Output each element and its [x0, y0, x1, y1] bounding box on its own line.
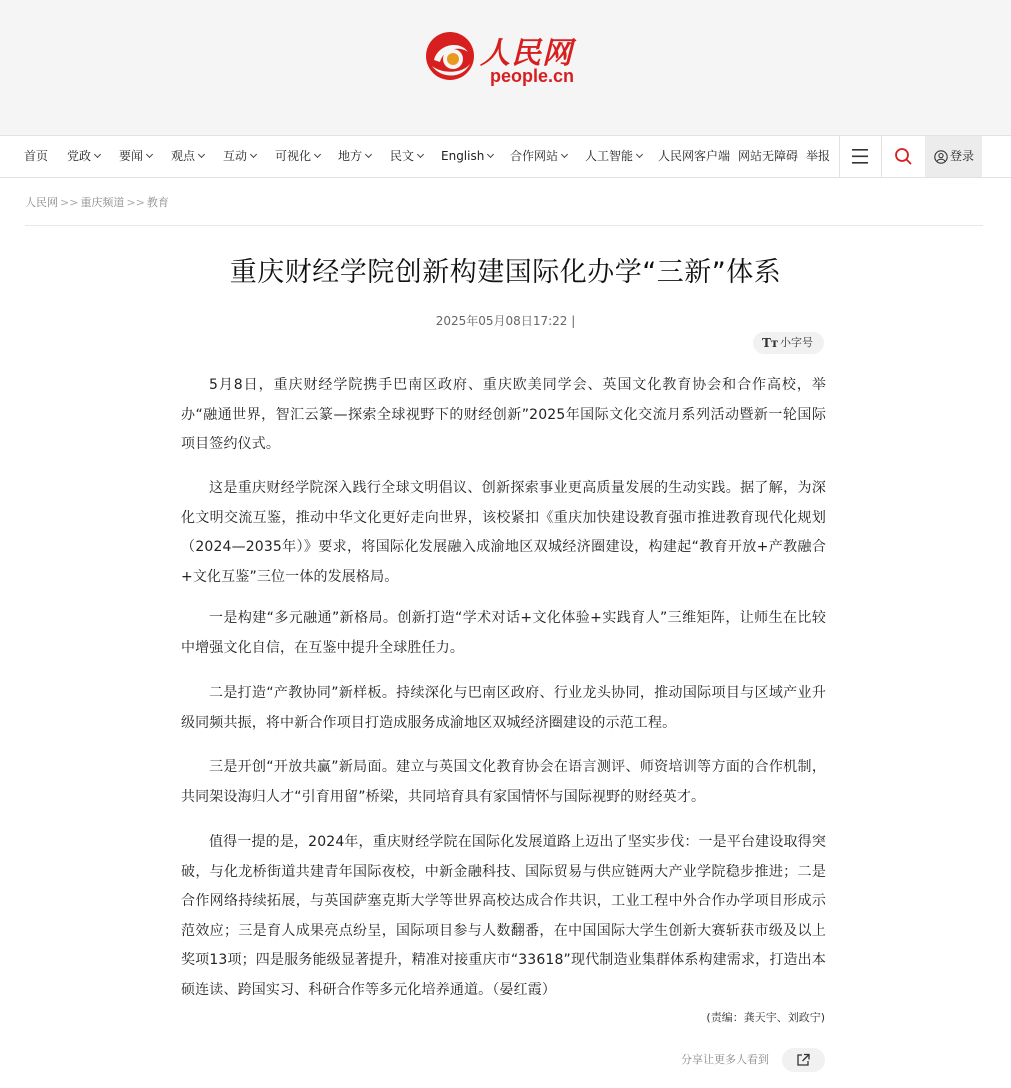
nav-divider: [881, 136, 882, 177]
article-paragraph: 5月8日，重庆财经学院携手巴南区政府、重庆欧美同学会、英国文化教育协会和合作高校，举办“融通世界，智汇云篆—探索全球视野下的财经创新”2025年国际文化交流月系列活动暨新一轮国际项目签约仪式。: [181, 377, 826, 452]
article-title: 重庆财经学院创新构建国际化办学“三新”体系: [229, 257, 782, 288]
article-paragraph: 这是重庆财经学院深入践行全球文明倡议、创新探索事业更高质量发展的生动实践。据了解，为深化文明交流互鉴，推动中华文化更好走向世界，该校紧扣《重庆加快建设教育强市推进教育现代化规划（2024—2035年）》要求，将国际化发展融入成渝地区双城经济圈建设，构建起“教育开放+产教融合+文化互鉴”三位一体的发展格局。: [181, 480, 826, 585]
header-banner: [0, 0, 1011, 135]
nav-divider: [839, 136, 840, 177]
breadcrumb: [25, 194, 169, 210]
chevron-down-icon: [314, 151, 321, 158]
article-paragraph: 一是构建“多元融通”新格局。创新打造“学术对话+文化体验+实践育人”三维矩阵，让师生在比较中增强文化自信，在互鉴中提升全球胜任力。: [181, 610, 826, 656]
breadcrumb-link-chongqing[interactable]: 重庆频道: [80, 196, 125, 209]
search-icon[interactable]: [894, 136, 912, 177]
breadcrumb-link-home[interactable]: 人民网: [25, 196, 58, 209]
chevron-down-icon: [198, 151, 205, 158]
nav-item-local[interactable]: 地方: [338, 136, 371, 177]
nav-item-report[interactable]: 举报: [806, 149, 831, 163]
article-editor: (责编：龚天宇、刘政宁): [706, 1011, 825, 1024]
nav-item-interaction[interactable]: 互动: [223, 136, 256, 177]
nav-item-home[interactable]: 首页: [24, 149, 49, 163]
login-label: 登录: [950, 149, 975, 163]
article-paragraph: 值得一提的是，2024年，重庆财经学院在国际化发展道路上迈出了坚实步伐：一是平台建设取得突破，与化龙桥街道共建青年国际夜校，中新金融科技、国际贸易与供应链两大产业学院稳步推进；二是合作网络持续拓展，与英国萨塞克斯大学等世界高校达成合作共识，工业工程中外合作办学项目形成示范效应；三是育人成果亮点纷呈，国际项目参与人数翻番，在中国国际大学生创新大赛斩获市级及以上奖项13项；四是服务能级显著提升，精准对接重庆市“33618”现代制造业集群体系构建需求，打造出本硕连读、跨国实习、科研合作等多元化培养通道。（晏红霞）: [181, 834, 826, 998]
chevron-down-icon: [561, 151, 568, 158]
breadcrumb-divider: [25, 225, 983, 226]
font-size-label: 小字号: [780, 336, 813, 349]
share-icon: [796, 1053, 811, 1067]
nav-item-ethnic-languages[interactable]: 民文: [390, 136, 423, 177]
nav-item-partner-sites[interactable]: 合作网站: [510, 136, 567, 177]
logo-chinese-text: 人民网: [480, 36, 573, 71]
chevron-down-icon: [487, 151, 494, 158]
share-prompt: 分享让更多人看到: [681, 1053, 769, 1066]
chevron-down-icon: [146, 151, 153, 158]
breadcrumb-link-education[interactable]: 教育: [146, 196, 169, 209]
nav-item-accessibility[interactable]: 网站无障碍: [738, 149, 799, 163]
logo-english-text: people.cn: [490, 66, 575, 86]
chevron-down-icon: [365, 151, 372, 158]
nav-item-news[interactable]: 要闻: [119, 136, 152, 177]
user-icon: [934, 150, 948, 164]
main-navigation: [0, 135, 1011, 178]
site-logo[interactable]: [424, 26, 584, 88]
nav-item-english[interactable]: English: [441, 136, 493, 177]
article-paragraph: 二是打造“产教协同”新样板。持续深化与巴南区政府、行业龙头协同，推动国际项目与区域产业升级同频共振，将中新合作项目打造成服务成渝地区双城经济圈建设的示范工程。: [181, 685, 826, 731]
share-button[interactable]: [782, 1048, 825, 1072]
breadcrumb-separator: >>: [60, 196, 79, 209]
nav-item-party[interactable]: 党政: [67, 136, 100, 177]
chevron-down-icon: [417, 151, 424, 158]
nav-item-ai[interactable]: 人工智能: [585, 136, 642, 177]
login-button[interactable]: [925, 136, 982, 177]
article-datetime: 2025年05月08日17:22 |: [435, 314, 576, 328]
nav-item-opinion[interactable]: 观点: [171, 136, 204, 177]
article-paragraph: 三是开创“开放共赢”新局面。建立与英国文化教育协会在语言测评、师资培训等方面的合作机制，共同架设海归人才“引育用留”桥梁，共同培育具有家国情怀与国际视野的财经英才。: [181, 759, 826, 805]
chevron-down-icon: [250, 151, 257, 158]
people-logo-icon: [424, 30, 476, 82]
nav-item-visualization[interactable]: 可视化: [275, 136, 320, 177]
chevron-down-icon: [94, 151, 101, 158]
chevron-down-icon: [636, 151, 643, 158]
font-size-icon: Tт: [762, 336, 779, 350]
hamburger-menu-icon[interactable]: [852, 136, 869, 177]
nav-item-client-app[interactable]: 人民网客户端: [658, 149, 731, 163]
breadcrumb-separator: >>: [126, 196, 145, 209]
font-size-toggle-button[interactable]: [753, 332, 824, 354]
